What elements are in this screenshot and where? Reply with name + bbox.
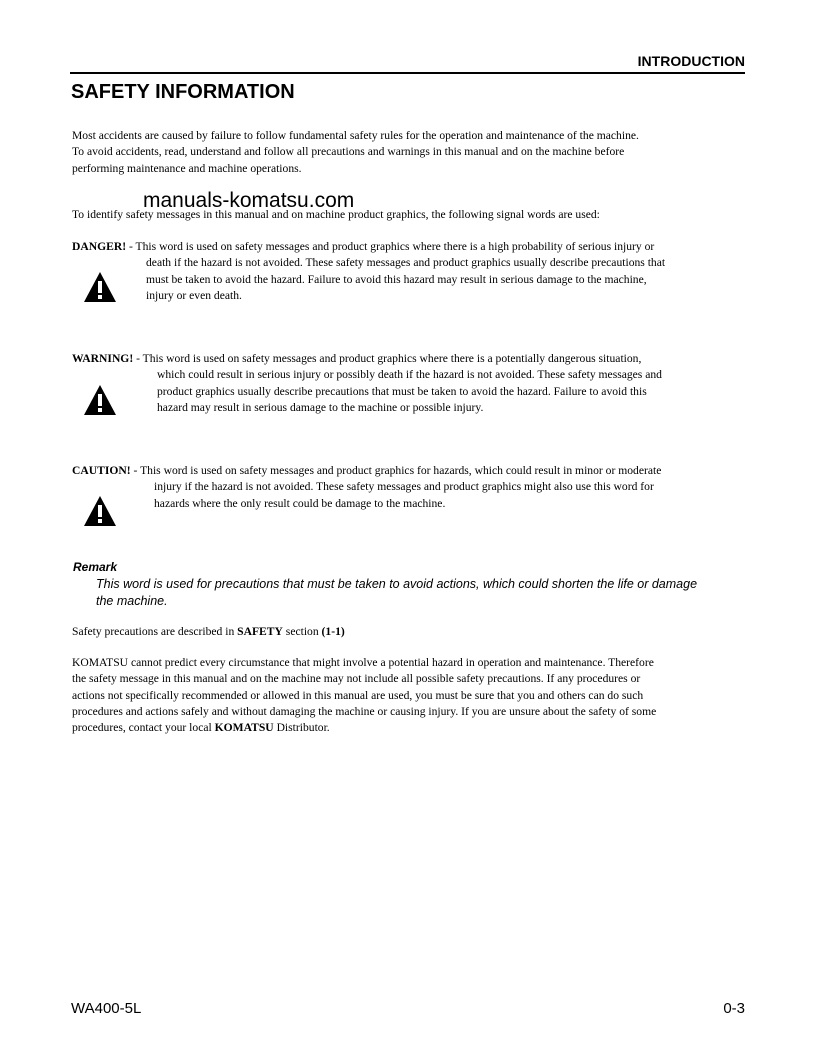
text-line: To avoid accidents, read, understand and follow all precautions and warnings in this manual and on the machine before xyxy=(72,145,625,159)
footer-page-number: 0-3 xyxy=(723,1000,745,1017)
text-line: must be taken to avoid the hazard. Failure to avoid this hazard may result in serious damage to the machine, xyxy=(146,272,647,286)
caution-block xyxy=(72,463,661,512)
brand: KOMATSU xyxy=(72,656,129,669)
text-line: product graphics usually describe precautions that must be taken to avoid the hazard. Failure to avoid this xyxy=(157,384,647,398)
remark-body xyxy=(96,576,697,609)
intro-paragraph xyxy=(72,128,639,177)
warning-triangle-icon xyxy=(83,271,117,303)
text-line: performing maintenance and machine operations. xyxy=(72,161,302,175)
section-ref: (1-1) xyxy=(321,625,345,638)
danger-block xyxy=(72,239,665,304)
watermark: manuals-komatsu.com xyxy=(143,189,355,212)
warning-triangle-icon xyxy=(83,384,117,416)
text-line: death if the hazard is not avoided. These safety messages and product graphics usually describe precautions that xyxy=(146,256,666,270)
signal-word: WARNING! xyxy=(72,352,134,365)
safety-ref: SAFETY xyxy=(237,625,283,638)
komatsu-paragraph xyxy=(72,655,656,736)
text-line: procedures and actions safely and without damaging the machine or causing injury. If you are unsure about the safety of some xyxy=(72,704,657,718)
text-line: hazards where the only result could be damage to the machine. xyxy=(154,496,446,510)
text-line: hazard may result in serious damage to the machine or possible injury. xyxy=(157,400,484,414)
text-line: actions not specifically recommended or allowed in this manual are used, you must be sure that you and others can do such xyxy=(72,688,644,702)
text-line: procedures, contact your local xyxy=(72,721,215,735)
text-line: which could result in serious injury or possibly death if the hazard is not avoided. These safety messages and xyxy=(157,368,662,382)
brand: KOMATSU xyxy=(214,721,274,735)
text: section xyxy=(282,625,322,638)
signal-word: DANGER! xyxy=(72,240,127,253)
header-rule xyxy=(70,72,745,74)
text-line: - This word is used on safety messages and product graphics where there is a high probability of serious injury or xyxy=(126,240,655,253)
signal-word: CAUTION! xyxy=(72,464,131,477)
text-line: This word is used for precautions that must be taken to avoid actions, which could shorten the life or damage xyxy=(96,577,698,591)
remark-heading: Remark xyxy=(73,560,118,574)
footer-model: WA400-5L xyxy=(71,1000,142,1017)
text-line: the safety message in this manual and on the machine may not include all possible safety precautions. If any procedures or xyxy=(72,672,641,686)
text-line: injury if the hazard is not avoided. These safety messages and product graphics might also use this word for xyxy=(154,480,654,494)
text-line: - This word is used on safety messages and product graphics for hazards, which could result in minor or moderate xyxy=(130,464,662,477)
text-line: the machine. xyxy=(96,593,168,608)
text-line: injury or even death. xyxy=(146,288,242,302)
text-line: cannot predict every circumstance that might involve a potential hazard in operation and maintenance. Therefore xyxy=(130,656,654,669)
text: Safety precautions are described in xyxy=(72,625,238,638)
page-title: SAFETY INFORMATION xyxy=(71,81,295,103)
warning-block xyxy=(72,351,662,416)
precautions-line xyxy=(72,624,345,640)
signal-intro: To identify safety messages in this manual and on machine product graphics, the following signal words are used: xyxy=(72,208,600,221)
text: Distributor. xyxy=(276,721,330,735)
section-header: INTRODUCTION xyxy=(637,53,745,69)
text-line: Most accidents are caused by failure to follow fundamental safety rules for the operation and maintenance of the machine. xyxy=(72,129,639,142)
warning-triangle-icon xyxy=(83,495,117,527)
text-line: - This word is used on safety messages and product graphics where there is a potentially dangerous situation, xyxy=(133,352,642,365)
